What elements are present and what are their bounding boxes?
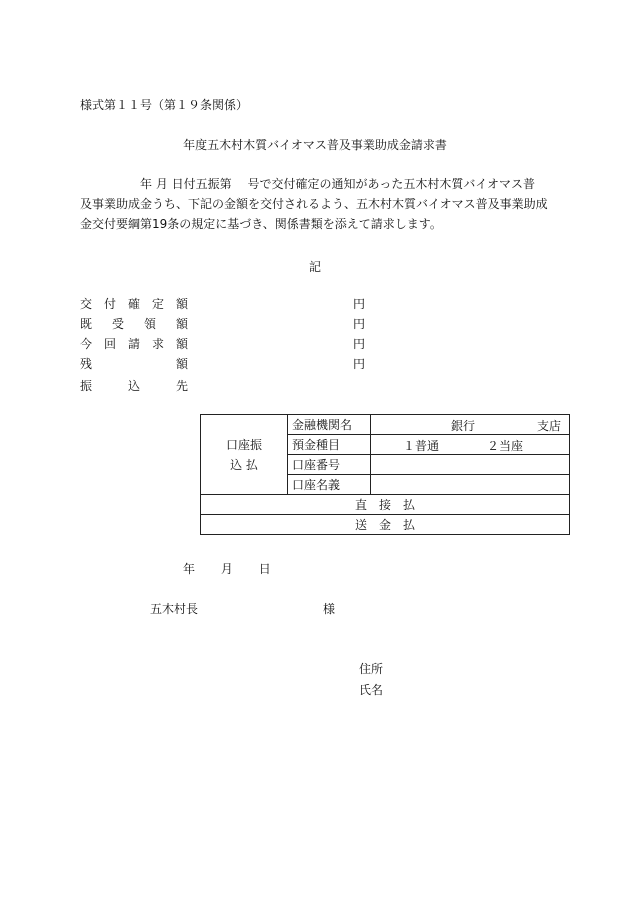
- ki-heading: 記: [308, 260, 321, 274]
- amount-label: 残 額: [80, 357, 188, 371]
- amount-label: 既 受 領 額: [80, 317, 188, 331]
- field-account-number: 口座番号: [288, 455, 371, 475]
- remittance-payment-row[interactable]: 送 金 払: [201, 515, 570, 535]
- amount-row-balance: [80, 354, 365, 374]
- account-transfer-line1: 口座振: [225, 437, 262, 452]
- body-line-1: 年 月 日付五振第 号で交付確定の通知があった五木村木質バイオマス普: [140, 177, 535, 191]
- field-deposit-type: 預金種目: [288, 435, 371, 455]
- document-title: 年度五木村木質バイオマス普及事業助成金請求書: [183, 138, 447, 152]
- date-year: 年: [183, 562, 196, 576]
- amount-row-confirmed: [80, 294, 365, 314]
- yen-unit: 円: [352, 357, 365, 371]
- body-line-2: 及事業助成金うち、下記の金額を交付されるよう、五木村木質バイオマス普及事業助成: [80, 197, 548, 211]
- address-label: 住所: [359, 662, 384, 676]
- bank-name-value[interactable]: [371, 415, 570, 435]
- bank-account-table: [200, 414, 570, 535]
- option-current[interactable]: ２当座: [487, 439, 524, 453]
- account-transfer-cell: [201, 415, 288, 495]
- account-number-value[interactable]: [371, 455, 570, 475]
- amount-label: 交 付 確 定 額: [80, 297, 188, 311]
- amount-row-current-request: [80, 334, 365, 354]
- amount-label: 今 回 請 求 額: [80, 337, 188, 351]
- bank-suffix: 銀行: [451, 419, 476, 433]
- amount-row-received: [80, 314, 365, 334]
- field-bank-name: 金融機関名: [288, 415, 371, 435]
- account-holder-value[interactable]: [371, 475, 570, 495]
- date-day: 日: [258, 562, 271, 576]
- date-month: 月: [220, 562, 233, 576]
- account-transfer-line2: 込 払: [230, 457, 258, 472]
- request-body-text: [80, 174, 548, 234]
- yen-unit: 円: [352, 317, 365, 331]
- branch-suffix: 支店: [537, 419, 562, 433]
- field-account-holder: 口座名義: [288, 475, 371, 495]
- date-line: [183, 560, 293, 577]
- yen-unit: 円: [352, 297, 365, 311]
- honorific-sama: 様: [323, 602, 336, 616]
- yen-unit: 円: [352, 337, 365, 351]
- direct-payment-row[interactable]: 直 接 払: [201, 495, 570, 515]
- addressee-mayor: 五木村長: [150, 602, 199, 616]
- transfer-destination-label: 振 込 先: [80, 379, 188, 393]
- name-label: 氏名: [359, 683, 384, 697]
- body-line-3: 金交付要綱第19条の規定に基づき、関係書類を添えて請求します。: [80, 217, 442, 231]
- form-number: 様式第１１号（第１９条関係）: [80, 98, 249, 112]
- deposit-type-value[interactable]: [371, 435, 570, 455]
- option-ordinary[interactable]: １普通: [403, 439, 440, 453]
